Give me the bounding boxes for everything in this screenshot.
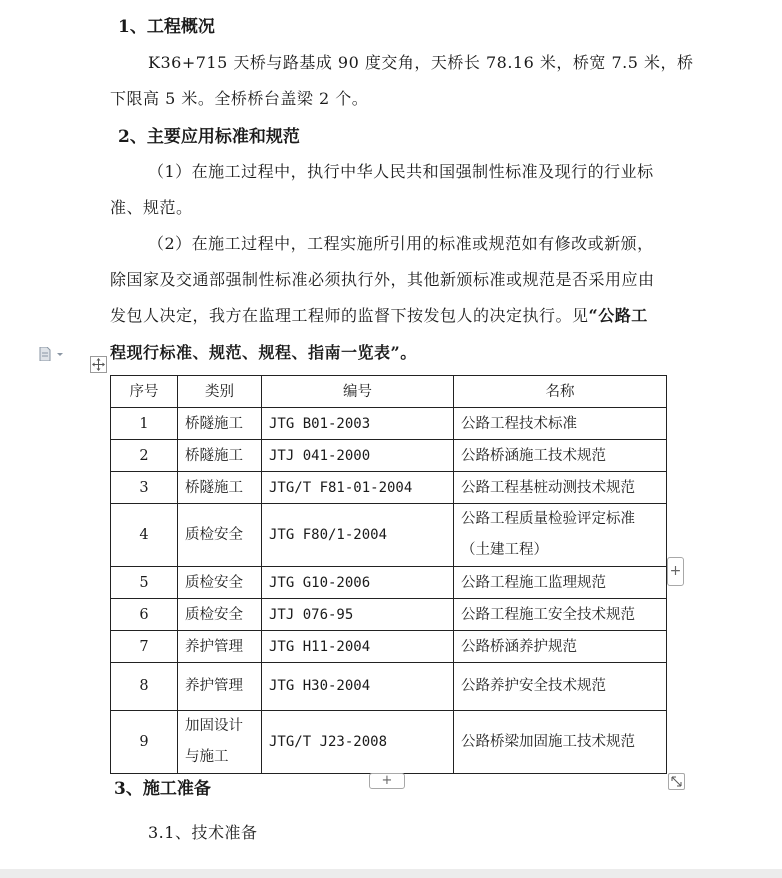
cell-category: 养护管理 xyxy=(178,663,262,711)
page-bottom-edge xyxy=(0,869,782,878)
cell-name: 公路工程技术标准 xyxy=(454,408,667,440)
standards-table xyxy=(110,375,667,774)
cell-no: 5 xyxy=(111,567,178,599)
subsection-heading: 3.1、技术准备 xyxy=(148,823,258,842)
cell-no: 1 xyxy=(111,408,178,440)
paragraph-text: 发包人决定，我方在监理工程师的监督下按发包人的决定执行。见 xyxy=(110,306,589,325)
paragraph-line: （2）在施工过程中，工程实施所引用的标准或规范如有修改或新颁， xyxy=(148,234,654,253)
cell-no: 7 xyxy=(111,631,178,663)
cell-code: JTG H30-2004 xyxy=(262,663,454,711)
cell-category: 质检安全 xyxy=(178,599,262,631)
table-row xyxy=(111,408,667,440)
cell-category-line: 加固设计 xyxy=(185,718,243,734)
cell-category: 桥隧施工 xyxy=(178,408,262,440)
table-row xyxy=(111,504,667,567)
header-category: 类别 xyxy=(178,376,262,408)
paragraph-line: K36+715 天桥与路基成 90 度交角，天桥长 78.16 米，桥宽 7.5 米，桥 xyxy=(148,53,694,72)
table-row xyxy=(111,472,667,504)
cell-no: 2 xyxy=(111,440,178,472)
cell-name: 公路工程施工监理规范 xyxy=(454,567,667,599)
add-column-button[interactable]: + xyxy=(667,557,684,586)
paragraph-line xyxy=(110,303,648,326)
header-name: 名称 xyxy=(454,376,667,408)
cell-code: JTG B01-2003 xyxy=(262,408,454,440)
cell-name-line: 公路工程质量检验评定标准 xyxy=(461,511,635,527)
cell-category: 桥隧施工 xyxy=(178,472,262,504)
cell-name-line: （土建工程） xyxy=(461,542,548,558)
cell-name xyxy=(454,504,667,567)
header-code: 编号 xyxy=(262,376,454,408)
table-row xyxy=(111,440,667,472)
cell-category: 质检安全 xyxy=(178,504,262,567)
paragraph-bold-text: “公路工 xyxy=(588,306,648,325)
cell-category-line: 与施工 xyxy=(185,749,229,765)
cell-category: 养护管理 xyxy=(178,631,262,663)
cell-code: JTG F80/1-2004 xyxy=(262,504,454,567)
cell-no: 9 xyxy=(111,711,178,774)
cell-code: JTJ 041-2000 xyxy=(262,440,454,472)
cell-category xyxy=(178,711,262,774)
table-resize-icon xyxy=(669,774,684,789)
section-heading-2: 2、主要应用标准和规范 xyxy=(118,127,300,147)
paragraph-line: 下限高 5 米。全桥桥台盖梁 2 个。 xyxy=(110,89,369,108)
section-heading-3: 3、施工准备 xyxy=(114,779,211,799)
cell-no: 4 xyxy=(111,504,178,567)
header-no: 序号 xyxy=(111,376,178,408)
table-row xyxy=(111,567,667,599)
cell-category: 质检安全 xyxy=(178,567,262,599)
cell-no: 6 xyxy=(111,599,178,631)
add-row-button[interactable]: + xyxy=(369,773,405,789)
cell-code: JTG G10-2006 xyxy=(262,567,454,599)
cell-no: 8 xyxy=(111,663,178,711)
table-row xyxy=(111,599,667,631)
cell-category: 桥隧施工 xyxy=(178,440,262,472)
cell-name: 公路桥涵养护规范 xyxy=(454,631,667,663)
document-icon[interactable] xyxy=(38,347,64,361)
table-header-row xyxy=(111,376,667,408)
table-move-icon xyxy=(91,357,106,372)
cell-name: 公路桥梁加固施工技术规范 xyxy=(454,711,667,774)
cell-code: JTG/T J23-2008 xyxy=(262,711,454,774)
cell-code: JTG/T F81-01-2004 xyxy=(262,472,454,504)
cell-no: 3 xyxy=(111,472,178,504)
cell-name: 公路桥涵施工技术规范 xyxy=(454,440,667,472)
paragraph-line-bold: 程现行标准、规范、规程、指南一览表”。 xyxy=(110,343,417,362)
table-row xyxy=(111,631,667,663)
paragraph-line: 除国家及交通部强制性标准必须执行外，其他新颁标准或规范是否采用应由 xyxy=(110,270,655,289)
cell-name: 公路养护安全技术规范 xyxy=(454,663,667,711)
table-move-handle[interactable] xyxy=(90,356,107,373)
table-row xyxy=(111,711,667,774)
cell-code: JTG H11-2004 xyxy=(262,631,454,663)
paragraph-line: （1）在施工过程中，执行中华人民共和国强制性标准及现行的行业标 xyxy=(148,162,654,181)
cell-name: 公路工程基桩动测技术规范 xyxy=(454,472,667,504)
section-heading-1: 1、工程概况 xyxy=(118,17,215,37)
paragraph-line: 准、规范。 xyxy=(110,198,193,217)
table-resize-handle[interactable] xyxy=(668,773,685,790)
cell-name: 公路工程施工安全技术规范 xyxy=(454,599,667,631)
table-row xyxy=(111,663,667,711)
cell-code: JTJ 076-95 xyxy=(262,599,454,631)
